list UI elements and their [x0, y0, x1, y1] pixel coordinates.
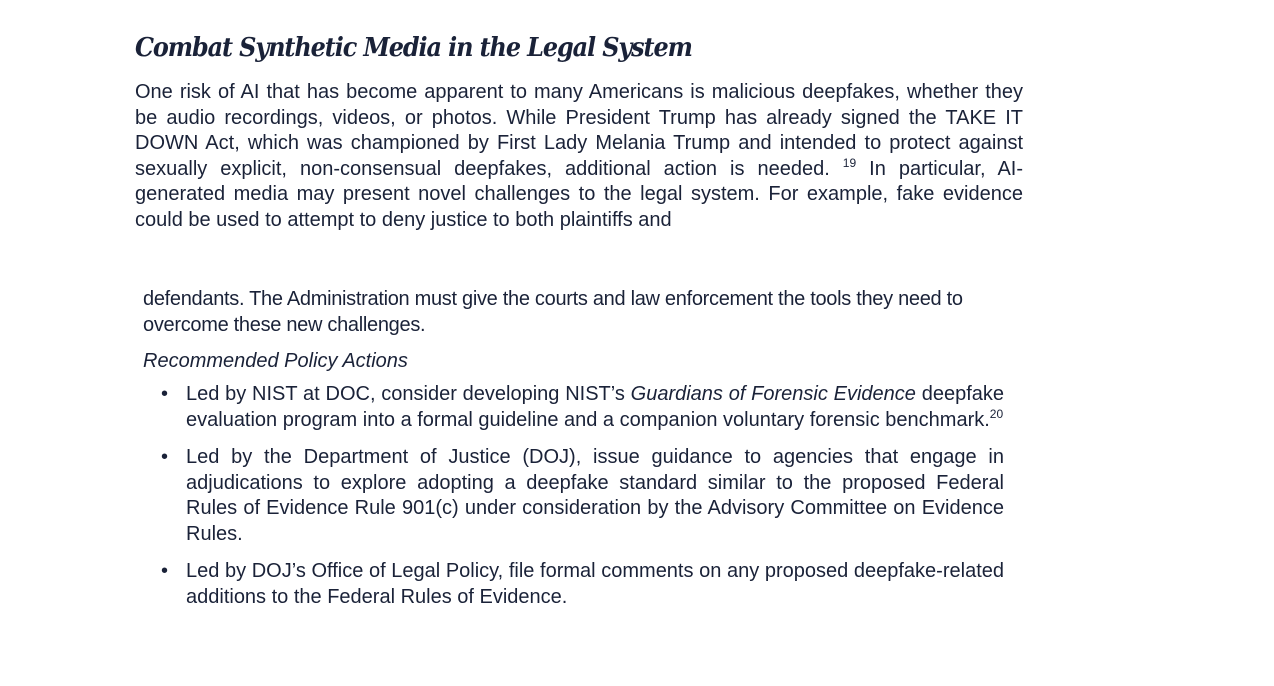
- list-item: [143, 445, 1004, 547]
- bullet-icon: •: [161, 383, 169, 405]
- bullet-icon: •: [161, 446, 169, 468]
- recommended-actions-heading: Recommended Policy Actions: [143, 350, 408, 372]
- footnote-19[interactable]: 19: [842, 155, 857, 170]
- page-bottom-section: [143, 287, 1021, 622]
- policy-actions-list: [143, 382, 1004, 610]
- action-italic-title: Guardians of Forensic Evidence: [630, 383, 916, 405]
- list-item: [143, 382, 1004, 433]
- continuation-paragraph: defendants. The Administration must give the courts and law enforcement the tools they need to overcome these new challenges.: [143, 288, 963, 336]
- page-top-section: [135, 30, 1023, 233]
- action-text: Led by NIST at DOC, consider developing NIST’s: [186, 383, 631, 405]
- intro-text-part-2: In particular, AI-generated media may present novel challenges to the legal system. For example, fake evidence could be used to attempt to deny justice to both plaintiffs and: [135, 157, 1023, 231]
- intro-paragraph: [135, 80, 1023, 233]
- section-heading: Combat Synthetic Media in the Legal System: [135, 33, 692, 63]
- intro-text-part-1: One risk of AI that has become apparent to many Americans is malicious deepfakes, whether they be audio recordings, videos, or photos. While President Trump has already signed the TAKE IT DOWN Act, which was championed by First Lady Melania Trump and intended to protect against sexually explicit, non-consensual deepfakes, additional action is needed.: [135, 81, 1023, 180]
- list-item: [143, 559, 1004, 610]
- footnote-20[interactable]: 20: [989, 406, 1004, 421]
- action-text: Led by the Department of Justice (DOJ), issue guidance to agencies that engage in adjudications to explore adopting a deepfake standard similar to the proposed Federal Rules of Evidence Rule 901(c) under consideration by the Advisory Committee on Evidence Rules.: [186, 446, 1004, 545]
- action-text: Led by DOJ’s Office of Legal Policy, file formal comments on any proposed deepfake-related additions to the Federal Rules of Evidence.: [186, 560, 1004, 608]
- bullet-icon: •: [161, 560, 169, 582]
- action-text-cont: deepfake evaluation program into a formal guideline and a companion voluntary forensic benchmark.: [186, 383, 1005, 431]
